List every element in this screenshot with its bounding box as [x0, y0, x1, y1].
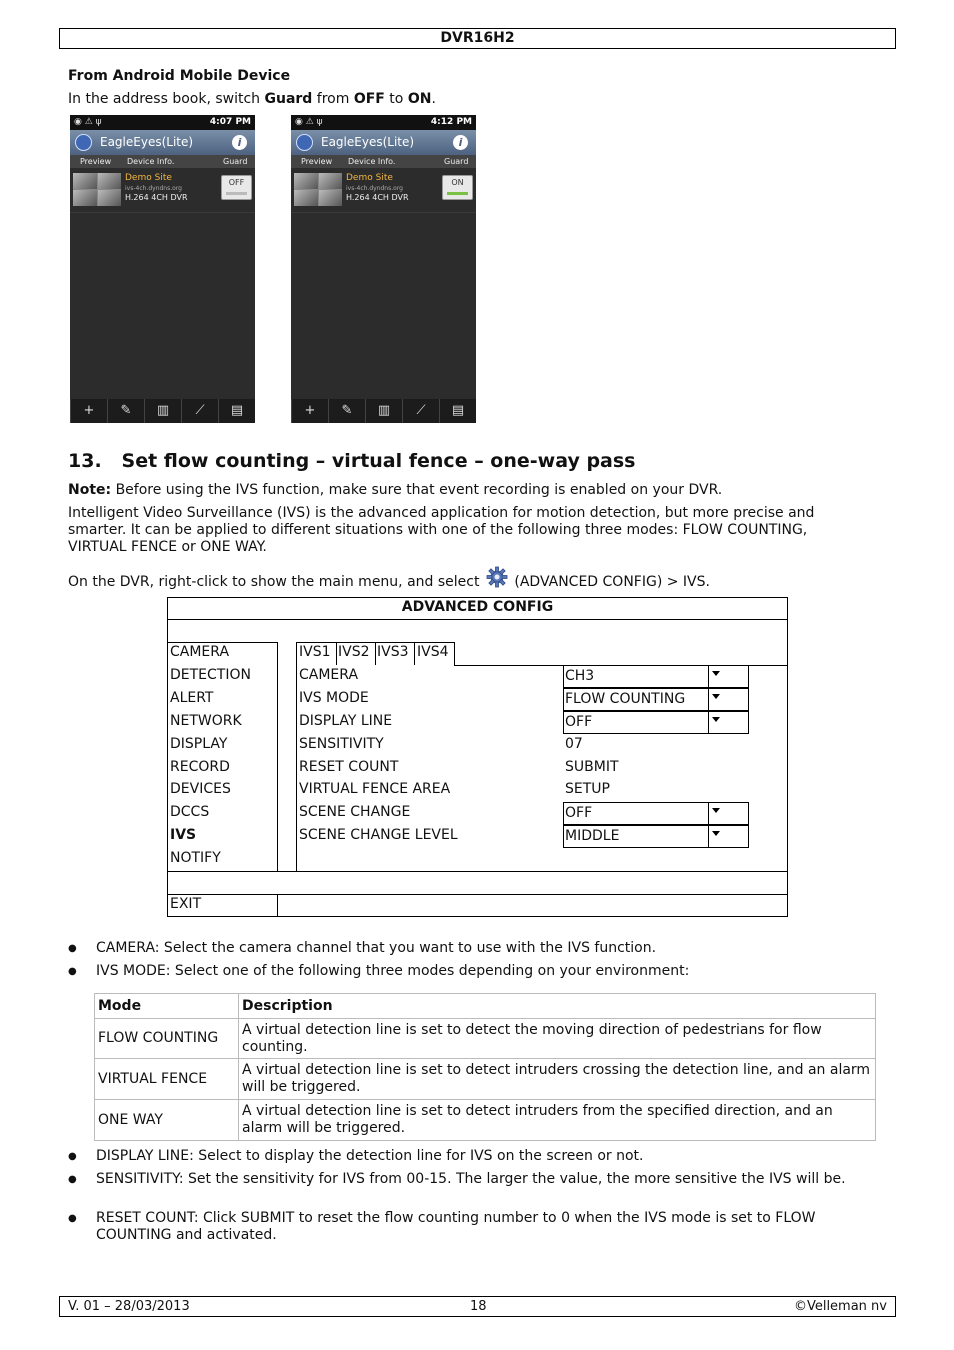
tab-bar — [70, 155, 255, 168]
submit-button[interactable]: SUBMIT — [565, 759, 619, 775]
android-instruction: In the address book, switch Guard from OFF to ON. — [68, 91, 436, 107]
chart-icon[interactable]: ⟋ — [402, 399, 439, 423]
device-thumbnail — [73, 173, 121, 206]
app-title: EagleEyes(Lite) — [321, 135, 415, 149]
table-cell: FLOW COUNTING — [95, 1019, 239, 1059]
label-virtual-fence-area: VIRTUAL FENCE AREA — [299, 781, 451, 797]
guard-toggle[interactable]: ON — [442, 175, 473, 200]
advanced-config-panel — [167, 597, 788, 917]
info-icon[interactable]: i — [232, 135, 247, 150]
label-display-line: DISPLAY LINE — [299, 713, 393, 729]
device-type: H.264 4CH DVR — [125, 193, 188, 202]
tab-ivs4[interactable]: IVS4 — [417, 644, 449, 660]
display-line-select-value: OFF — [565, 714, 593, 730]
footer-version: V. 01 – 28/03/2013 — [68, 1299, 190, 1314]
label-ivs-mode: IVS MODE — [299, 690, 369, 706]
chevron-down-icon[interactable] — [712, 717, 720, 722]
android-heading: From Android Mobile Device — [68, 68, 291, 84]
device-url: ivs-4ch.dyndns.org — [125, 185, 182, 192]
bottom-toolbar — [70, 399, 255, 423]
scene-change-select[interactable] — [563, 802, 749, 825]
scene-change-level-select-value: MIDDLE — [565, 828, 620, 844]
tab-bar — [291, 155, 476, 168]
ivs-mode-select-value: FLOW COUNTING — [565, 691, 686, 707]
menu-detection[interactable]: DETECTION — [170, 667, 251, 683]
chevron-down-icon[interactable] — [712, 694, 720, 699]
page-number: 18 — [470, 1299, 487, 1314]
menu-alert[interactable]: ALERT — [170, 690, 214, 706]
table-header: Description — [239, 994, 876, 1019]
setup-button[interactable]: SETUP — [565, 781, 610, 797]
menu-dccs[interactable]: DCCS — [170, 804, 210, 820]
tab-guard[interactable]: Guard — [223, 157, 248, 166]
label-scene-change-level: SCENE CHANGE LEVEL — [299, 827, 458, 843]
device-name: Demo Site — [125, 173, 172, 183]
table-row — [95, 1100, 876, 1141]
table-cell: VIRTUAL FENCE — [95, 1059, 239, 1100]
tab-guard[interactable]: Guard — [444, 157, 469, 166]
avtech-logo-icon — [296, 134, 313, 151]
print-icon[interactable]: ▤ — [439, 399, 476, 423]
tab-ivs2[interactable]: IVS2 — [338, 644, 370, 660]
label-camera: CAMERA — [299, 667, 359, 683]
ivs-paragraph: Intelligent Video Surveillance (IVS) is the advanced application for motion detection, but more precise and smarter. It can be applied to different situations with one of the following three modes: FLOW COUNTING, VIRTUAL FENCE or ONE WAY. — [68, 505, 815, 555]
table-cell: A virtual detection line is set to detect intruders crossing the detection line, and an alarm will be triggered. — [239, 1059, 876, 1100]
app-bar — [291, 130, 476, 155]
menu-ivs[interactable]: IVS — [170, 827, 197, 843]
device-name: Demo Site — [346, 173, 393, 183]
table-row — [95, 1019, 876, 1059]
exit-button[interactable]: EXIT — [170, 896, 202, 912]
device-list-item[interactable] — [70, 168, 255, 213]
ivs-mode-select[interactable] — [563, 688, 749, 711]
tab-ivs3[interactable]: IVS3 — [377, 644, 409, 660]
menu-camera[interactable]: CAMERA — [170, 644, 230, 660]
mode-table — [94, 993, 876, 1141]
config-title: ADVANCED CONFIG — [168, 598, 787, 620]
menu-network[interactable]: NETWORK — [170, 713, 242, 729]
trash-icon[interactable]: ▥ — [144, 399, 181, 423]
trash-icon[interactable]: ▥ — [365, 399, 402, 423]
avtech-logo-icon — [75, 134, 92, 151]
footer-copyright: ©Velleman nv — [793, 1299, 887, 1314]
section-heading: 13. Set flow counting – virtual fence – one-way pass — [68, 450, 636, 472]
table-header-row — [95, 994, 876, 1019]
chart-icon[interactable]: ⟋ — [181, 399, 218, 423]
camera-select-value: CH3 — [565, 668, 595, 684]
tab-preview[interactable]: Preview — [80, 157, 112, 166]
scene-change-select-value: OFF — [565, 805, 593, 821]
tab-ivs1[interactable]: IVS1 — [299, 644, 331, 660]
add-icon[interactable]: + — [70, 399, 107, 423]
label-reset-count: RESET COUNT — [299, 759, 399, 775]
bottom-toolbar — [291, 399, 476, 423]
tab-device-info[interactable]: Device Info. — [127, 157, 175, 166]
status-bar: ◉ ⚠ ψ 4:12 PM — [291, 115, 476, 130]
edit-icon[interactable]: ✎ — [107, 399, 144, 423]
chevron-down-icon[interactable] — [712, 831, 720, 836]
chevron-down-icon[interactable] — [712, 808, 720, 813]
add-icon[interactable]: + — [291, 399, 328, 423]
menu-notify[interactable]: NOTIFY — [170, 850, 221, 866]
table-cell: ONE WAY — [95, 1100, 239, 1141]
table-cell: A virtual detection line is set to detect intruders from the specified direction, and an alarm will be triggered. — [239, 1100, 876, 1141]
gear-icon — [486, 566, 508, 588]
sensitivity-value[interactable]: 07 — [565, 736, 583, 752]
device-list-item[interactable] — [291, 168, 476, 213]
guard-toggle[interactable]: OFF — [221, 175, 252, 200]
scene-change-level-select[interactable] — [563, 825, 749, 848]
device-type: H.264 4CH DVR — [346, 193, 409, 202]
document-footer — [59, 1296, 896, 1317]
phone-screenshot-off — [70, 115, 255, 423]
menu-devices[interactable]: DEVICES — [170, 781, 231, 797]
table-cell: A virtual detection line is set to detect the moving direction of pedestrians for flow counting. — [239, 1019, 876, 1059]
menu-display[interactable]: DISPLAY — [170, 736, 228, 752]
camera-select[interactable] — [563, 665, 749, 688]
tab-preview[interactable]: Preview — [301, 157, 333, 166]
tab-device-info[interactable]: Device Info. — [348, 157, 396, 166]
note-paragraph: Note: Before using the IVS function, make sure that event recording is enabled on your DVR. — [68, 482, 723, 498]
edit-icon[interactable]: ✎ — [328, 399, 365, 423]
device-url: ivs-4ch.dyndns.org — [346, 185, 403, 192]
app-bar — [70, 130, 255, 155]
table-row — [95, 1059, 876, 1100]
app-title: EagleEyes(Lite) — [100, 135, 194, 149]
phone-screenshot-on — [291, 115, 476, 423]
document-header: DVR16H2 — [59, 28, 896, 49]
device-thumbnail — [294, 173, 342, 206]
table-header: Mode — [95, 994, 239, 1019]
menu-record[interactable]: RECORD — [170, 759, 230, 775]
info-icon[interactable]: i — [453, 135, 468, 150]
menu-paragraph: On the DVR, right-click to show the main menu, and select (ADVANCED CONFIG) > IVS. — [68, 566, 868, 591]
label-scene-change: SCENE CHANGE — [299, 804, 411, 820]
chevron-down-icon[interactable] — [712, 671, 720, 676]
status-bar: ◉ ⚠ ψ 4:07 PM — [70, 115, 255, 130]
print-icon[interactable]: ▤ — [218, 399, 255, 423]
display-line-select[interactable] — [563, 711, 749, 734]
label-sensitivity: SENSITIVITY — [299, 736, 384, 752]
